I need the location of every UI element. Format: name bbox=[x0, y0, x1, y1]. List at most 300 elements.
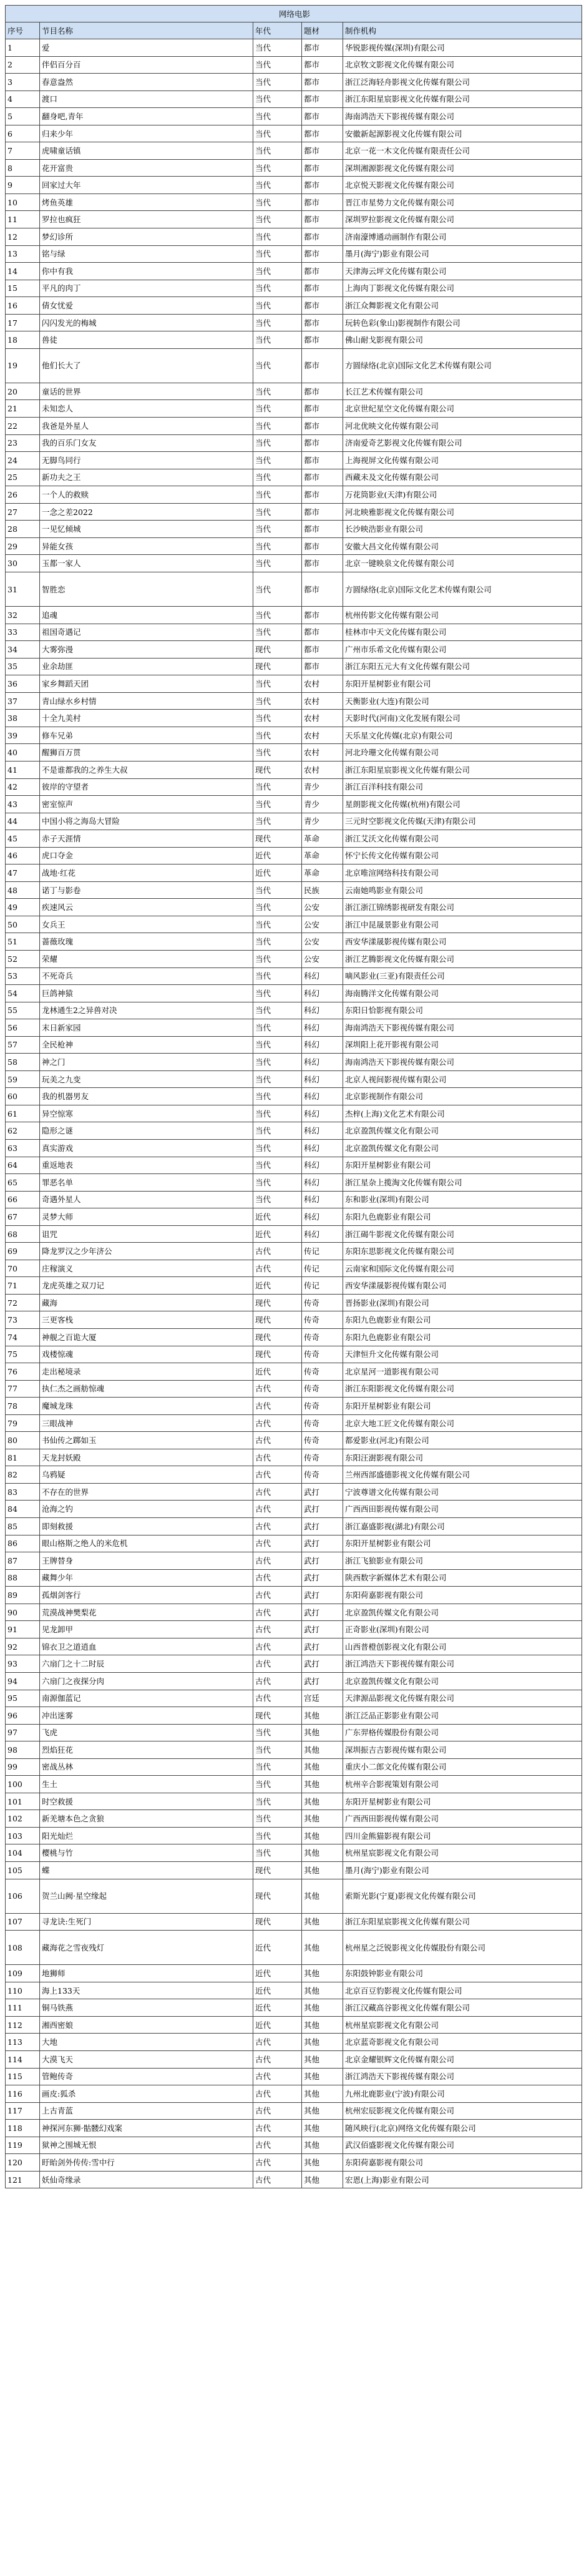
table-row bbox=[6, 1002, 582, 1019]
row-producer: 北京星河一道影视有限公司 bbox=[343, 1363, 582, 1381]
row-index: 99 bbox=[6, 1758, 40, 1776]
row-title: 神舰之百诡大厦 bbox=[40, 1329, 253, 1346]
row-era: 当代 bbox=[253, 1088, 302, 1105]
row-index: 27 bbox=[6, 503, 40, 521]
row-era: 现代 bbox=[253, 1346, 302, 1363]
table-row bbox=[6, 1294, 582, 1311]
table-row bbox=[6, 314, 582, 331]
row-title: 梦幻诊所 bbox=[40, 228, 253, 246]
row-era: 古代 bbox=[253, 1260, 302, 1277]
row-index: 19 bbox=[6, 348, 40, 383]
row-genre: 武打 bbox=[302, 1587, 343, 1604]
row-era: 近代 bbox=[253, 2016, 302, 2034]
row-title: 我爸是外星人 bbox=[40, 418, 253, 435]
row-producer: 桂林市中天文化传媒有限公司 bbox=[343, 624, 582, 641]
table-row bbox=[6, 1621, 582, 1638]
row-genre: 武打 bbox=[302, 1518, 343, 1535]
row-title: 罗拉也疯狂 bbox=[40, 211, 253, 228]
row-genre: 武打 bbox=[302, 1569, 343, 1587]
table-row bbox=[6, 1518, 582, 1535]
row-era: 古代 bbox=[253, 1552, 302, 1570]
row-index: 46 bbox=[6, 847, 40, 864]
row-genre: 其他 bbox=[302, 1965, 343, 1982]
row-index: 82 bbox=[6, 1466, 40, 1484]
row-genre: 青少 bbox=[302, 813, 343, 830]
row-index: 17 bbox=[6, 314, 40, 331]
row-era: 当代 bbox=[253, 813, 302, 830]
header-index: 序号 bbox=[6, 22, 40, 39]
row-genre: 科幻 bbox=[302, 1157, 343, 1174]
row-index: 69 bbox=[6, 1243, 40, 1260]
row-genre: 其他 bbox=[302, 1793, 343, 1810]
table-row bbox=[6, 2016, 582, 2034]
row-title: 重返地表 bbox=[40, 1157, 253, 1174]
row-genre: 都市 bbox=[302, 486, 343, 504]
table-row bbox=[6, 796, 582, 813]
table-row bbox=[6, 1346, 582, 1363]
row-title: 狱神之围城无恨 bbox=[40, 2137, 253, 2154]
row-producer: 东和影业(深圳)有限公司 bbox=[343, 1191, 582, 1208]
row-index: 67 bbox=[6, 1208, 40, 1226]
row-producer: 杭州传影文化传媒有限公司 bbox=[343, 607, 582, 624]
row-title: 藏海花之雪夜残灯 bbox=[40, 1931, 253, 1965]
row-title: 画皮:狐杀 bbox=[40, 2085, 253, 2103]
row-title: 虎口夺金 bbox=[40, 847, 253, 864]
row-title: 业余劫匪 bbox=[40, 658, 253, 675]
row-index: 98 bbox=[6, 1741, 40, 1759]
row-index: 84 bbox=[6, 1501, 40, 1518]
row-genre: 武打 bbox=[302, 1638, 343, 1655]
row-genre: 科幻 bbox=[302, 1002, 343, 1019]
row-title: 彼岸的守望者 bbox=[40, 778, 253, 796]
row-title: 王牌替身 bbox=[40, 1552, 253, 1570]
row-era: 近代 bbox=[253, 847, 302, 864]
table-row bbox=[6, 864, 582, 882]
row-genre: 科幻 bbox=[302, 1088, 343, 1105]
row-producer: 九州北鹿影业(宁波)有限公司 bbox=[343, 2085, 582, 2103]
row-index: 3 bbox=[6, 74, 40, 91]
row-genre: 都市 bbox=[302, 641, 343, 659]
row-era: 古代 bbox=[253, 1569, 302, 1587]
row-title: 大漠飞天 bbox=[40, 2050, 253, 2068]
row-title: 玉都一家人 bbox=[40, 555, 253, 572]
table-title-row bbox=[6, 6, 582, 22]
row-genre: 科幻 bbox=[302, 1070, 343, 1088]
row-era: 古代 bbox=[253, 2068, 302, 2085]
row-genre: 农村 bbox=[302, 727, 343, 744]
row-genre: 其他 bbox=[302, 1827, 343, 1844]
row-title: 冲出迷雾 bbox=[40, 1707, 253, 1725]
row-genre: 其他 bbox=[302, 1810, 343, 1828]
row-title: 乌鸦疑 bbox=[40, 1466, 253, 1484]
row-genre: 都市 bbox=[302, 658, 343, 675]
row-index: 21 bbox=[6, 400, 40, 418]
table-row bbox=[6, 2154, 582, 2172]
row-title: 魔城龙珠 bbox=[40, 1398, 253, 1415]
row-producer: 河北优映文化传媒有限公司 bbox=[343, 418, 582, 435]
table-row bbox=[6, 245, 582, 263]
row-era: 近代 bbox=[253, 1931, 302, 1965]
row-title: 寻龙诀:生死门 bbox=[40, 1913, 253, 1931]
row-era: 古代 bbox=[253, 1501, 302, 1518]
table-row bbox=[6, 108, 582, 125]
row-index: 51 bbox=[6, 933, 40, 951]
row-index: 85 bbox=[6, 1518, 40, 1535]
table-header-row bbox=[6, 22, 582, 39]
row-title: 不死奇兵 bbox=[40, 967, 253, 985]
row-index: 8 bbox=[6, 159, 40, 177]
row-title: 上古青蓝 bbox=[40, 2102, 253, 2120]
row-index: 79 bbox=[6, 1414, 40, 1432]
table-row bbox=[6, 658, 582, 675]
row-title: 巨鸽神猿 bbox=[40, 985, 253, 1002]
row-index: 18 bbox=[6, 331, 40, 349]
row-genre: 青少 bbox=[302, 796, 343, 813]
row-era: 古代 bbox=[253, 2171, 302, 2188]
row-era: 近代 bbox=[253, 1225, 302, 1243]
row-era: 现代 bbox=[253, 1861, 302, 1879]
row-producer: 山西普橙创影视文化有限公司 bbox=[343, 1638, 582, 1655]
table-row bbox=[6, 641, 582, 659]
row-genre: 革命 bbox=[302, 864, 343, 882]
table-title: 网络电影 bbox=[6, 6, 582, 22]
row-title: 未知恋人 bbox=[40, 400, 253, 418]
row-title: 降龙罗汉之少年济公 bbox=[40, 1243, 253, 1260]
table-row bbox=[6, 2085, 582, 2103]
row-era: 古代 bbox=[253, 1604, 302, 1621]
row-genre: 民族 bbox=[302, 881, 343, 899]
table-row bbox=[6, 452, 582, 469]
row-genre: 都市 bbox=[302, 297, 343, 315]
row-title: 奇遇外星人 bbox=[40, 1191, 253, 1208]
row-genre: 都市 bbox=[302, 159, 343, 177]
table-row bbox=[6, 434, 582, 452]
row-index: 43 bbox=[6, 796, 40, 813]
row-genre: 其他 bbox=[302, 2034, 343, 2051]
table-row bbox=[6, 1054, 582, 1071]
row-producer: 重庆小二郎文化传媒有限公司 bbox=[343, 1758, 582, 1776]
row-index: 37 bbox=[6, 692, 40, 710]
row-producer: 浙江中昆晟景影业有限公司 bbox=[343, 916, 582, 933]
row-era: 近代 bbox=[253, 864, 302, 882]
row-genre: 传记 bbox=[302, 1243, 343, 1260]
table-row bbox=[6, 469, 582, 486]
table-row bbox=[6, 761, 582, 778]
row-producer: 东阳汪澍影视有限公司 bbox=[343, 1449, 582, 1466]
row-era: 当代 bbox=[253, 400, 302, 418]
row-title: 你中有我 bbox=[40, 263, 253, 280]
row-index: 63 bbox=[6, 1140, 40, 1157]
row-genre: 传奇 bbox=[302, 1363, 343, 1381]
row-index: 94 bbox=[6, 1672, 40, 1690]
table-row bbox=[6, 2137, 582, 2154]
row-genre: 传奇 bbox=[302, 1346, 343, 1363]
table-row bbox=[6, 521, 582, 538]
row-era: 当代 bbox=[253, 211, 302, 228]
row-producer: 东阳日恰影视有限公司 bbox=[343, 1002, 582, 1019]
table-row bbox=[6, 1724, 582, 1741]
row-producer: 浙江东阳五元大有文化传媒有限公司 bbox=[343, 658, 582, 675]
row-title: 时空救援 bbox=[40, 1793, 253, 1810]
row-era: 当代 bbox=[253, 624, 302, 641]
row-producer: 杭州辛合影视策划有限公司 bbox=[343, 1776, 582, 1793]
row-era: 当代 bbox=[253, 744, 302, 762]
table-row bbox=[6, 692, 582, 710]
row-index: 71 bbox=[6, 1277, 40, 1295]
row-era: 当代 bbox=[253, 899, 302, 916]
row-genre: 都市 bbox=[302, 383, 343, 400]
table-row bbox=[6, 1707, 582, 1725]
row-title: 战地·红花 bbox=[40, 864, 253, 882]
table-row bbox=[6, 1690, 582, 1707]
row-genre: 其他 bbox=[302, 2137, 343, 2154]
row-title: 铭与绿 bbox=[40, 245, 253, 263]
row-index: 42 bbox=[6, 778, 40, 796]
row-index: 14 bbox=[6, 263, 40, 280]
row-index: 101 bbox=[6, 1793, 40, 1810]
row-index: 86 bbox=[6, 1535, 40, 1552]
row-producer: 浙江嘉盛影视(湖北)有限公司 bbox=[343, 1518, 582, 1535]
row-producer: 嘀风影业(三亚)有限责任公司 bbox=[343, 967, 582, 985]
row-producer: 北京一键映泉文化传媒有限公司 bbox=[343, 555, 582, 572]
row-producer: 北京盈凯传媒文化有限公司 bbox=[343, 1604, 582, 1621]
table-row bbox=[6, 1157, 582, 1174]
row-title: 神之门 bbox=[40, 1054, 253, 1071]
row-title: 诺丁与影卷 bbox=[40, 881, 253, 899]
table-row bbox=[6, 1311, 582, 1329]
row-genre: 科幻 bbox=[302, 1105, 343, 1122]
row-era: 当代 bbox=[253, 331, 302, 349]
row-genre: 农村 bbox=[302, 761, 343, 778]
row-genre: 都市 bbox=[302, 314, 343, 331]
table-row bbox=[6, 1776, 582, 1793]
row-genre: 武打 bbox=[302, 1501, 343, 1518]
row-genre: 青少 bbox=[302, 778, 343, 796]
row-era: 当代 bbox=[253, 916, 302, 933]
row-genre: 其他 bbox=[302, 1776, 343, 1793]
row-producer: 浙江艺腾影视文化传媒有限公司 bbox=[343, 950, 582, 967]
row-genre: 科幻 bbox=[302, 1054, 343, 1071]
row-index: 15 bbox=[6, 280, 40, 297]
row-genre: 传奇 bbox=[302, 1311, 343, 1329]
row-producer: 海南腾洋文化传媒有限公司 bbox=[343, 985, 582, 1002]
table-row bbox=[6, 778, 582, 796]
row-title: 孤烟剑客行 bbox=[40, 1587, 253, 1604]
row-era: 当代 bbox=[253, 1844, 302, 1862]
row-genre: 都市 bbox=[302, 624, 343, 641]
row-era: 古代 bbox=[253, 1432, 302, 1449]
table-row bbox=[6, 2068, 582, 2085]
row-producer: 河北映雅影视文化传媒有限公司 bbox=[343, 503, 582, 521]
table-row bbox=[6, 1982, 582, 1999]
row-genre: 其他 bbox=[302, 2068, 343, 2085]
row-era: 当代 bbox=[253, 177, 302, 194]
table-row bbox=[6, 503, 582, 521]
row-producer: 安徽新起源影视文化传媒有限公司 bbox=[343, 125, 582, 142]
row-era: 古代 bbox=[253, 1690, 302, 1707]
row-title: 阳光灿烂 bbox=[40, 1827, 253, 1844]
row-producer: 浙江东阳星宸影视文化传媒有限公司 bbox=[343, 1913, 582, 1931]
header-title: 节目名称 bbox=[40, 22, 253, 39]
row-title: 兽徒 bbox=[40, 331, 253, 349]
row-genre: 都市 bbox=[302, 469, 343, 486]
table-row bbox=[6, 418, 582, 435]
row-producer: 墨月(海宁)影业有限公司 bbox=[343, 1861, 582, 1879]
row-era: 古代 bbox=[253, 2085, 302, 2103]
row-title: 伴侣百分百 bbox=[40, 56, 253, 74]
row-genre: 都市 bbox=[302, 108, 343, 125]
row-index: 22 bbox=[6, 418, 40, 435]
row-title: 天龙封妖殿 bbox=[40, 1449, 253, 1466]
row-producer: 深圳罗拉影视文化传媒有限公司 bbox=[343, 211, 582, 228]
row-genre: 其他 bbox=[302, 1758, 343, 1776]
table-row bbox=[6, 830, 582, 848]
row-index: 55 bbox=[6, 1002, 40, 1019]
row-genre: 其他 bbox=[302, 1861, 343, 1879]
row-era: 古代 bbox=[253, 1518, 302, 1535]
row-genre: 都市 bbox=[302, 537, 343, 555]
row-index: 113 bbox=[6, 2034, 40, 2051]
row-title: 六扇门之夜探分肉 bbox=[40, 1672, 253, 1690]
row-era: 当代 bbox=[253, 193, 302, 211]
row-genre: 都市 bbox=[302, 177, 343, 194]
row-index: 93 bbox=[6, 1655, 40, 1673]
row-producer: 北京盈凯传媒文化有限公司 bbox=[343, 1122, 582, 1140]
row-title: 铜马铁燕 bbox=[40, 1999, 253, 2017]
row-era: 近代 bbox=[253, 1363, 302, 1381]
table-row bbox=[6, 331, 582, 349]
row-producer: 济南濠博通动画制作有限公司 bbox=[343, 228, 582, 246]
row-title: 灵梦大师 bbox=[40, 1208, 253, 1226]
table-row bbox=[6, 675, 582, 693]
row-producer: 东阳鼓钟影业有限公司 bbox=[343, 1965, 582, 1982]
row-producer: 海南鸿浩天下影视传媒有限公司 bbox=[343, 108, 582, 125]
table-row bbox=[6, 1449, 582, 1466]
row-genre: 传奇 bbox=[302, 1294, 343, 1311]
row-title: 见龙卸甲 bbox=[40, 1621, 253, 1638]
row-producer: 天影时代(河南)文化发展有限公司 bbox=[343, 710, 582, 727]
row-era: 当代 bbox=[253, 675, 302, 693]
row-genre: 科幻 bbox=[302, 1208, 343, 1226]
row-era: 当代 bbox=[253, 1070, 302, 1088]
row-index: 96 bbox=[6, 1707, 40, 1725]
row-title: 三眼战神 bbox=[40, 1414, 253, 1432]
row-index: 119 bbox=[6, 2137, 40, 2154]
row-producer: 杭州星宸影视文化有限公司 bbox=[343, 2016, 582, 2034]
table-row bbox=[6, 1965, 582, 1982]
row-era: 当代 bbox=[253, 967, 302, 985]
row-title: 荒漠战神樊梨花 bbox=[40, 1604, 253, 1621]
row-title: 樱桃与竹 bbox=[40, 1844, 253, 1862]
row-producer: 长沙映浩影业有限公司 bbox=[343, 521, 582, 538]
row-genre: 都市 bbox=[302, 555, 343, 572]
row-producer: 万花筒影业(天津)有限公司 bbox=[343, 486, 582, 504]
row-era: 当代 bbox=[253, 1105, 302, 1122]
table-row bbox=[6, 1243, 582, 1260]
row-index: 118 bbox=[6, 2120, 40, 2137]
row-producer: 长江艺术传媒有限公司 bbox=[343, 383, 582, 400]
row-genre: 都市 bbox=[302, 39, 343, 57]
row-title: 新羌塘本色之贪狼 bbox=[40, 1810, 253, 1828]
row-era: 当代 bbox=[253, 555, 302, 572]
row-era: 当代 bbox=[253, 1002, 302, 1019]
row-producer: 随风映行(北京)网络文化传媒有限公司 bbox=[343, 2120, 582, 2137]
row-producer: 杰梓(上海)文化艺术有限公司 bbox=[343, 1105, 582, 1122]
row-era: 当代 bbox=[253, 418, 302, 435]
row-era: 当代 bbox=[253, 56, 302, 74]
row-index: 10 bbox=[6, 193, 40, 211]
row-producer: 浙江泛海轻舟影视文化传媒有限公司 bbox=[343, 74, 582, 91]
row-index: 38 bbox=[6, 710, 40, 727]
row-producer: 正奇影业(深圳)有限公司 bbox=[343, 1621, 582, 1638]
table-row bbox=[6, 1208, 582, 1226]
row-genre: 其他 bbox=[302, 1913, 343, 1931]
row-era: 当代 bbox=[253, 245, 302, 263]
row-index: 47 bbox=[6, 864, 40, 882]
row-genre: 都市 bbox=[302, 91, 343, 108]
row-genre: 传记 bbox=[302, 1277, 343, 1295]
row-producer: 浙江东阳星宸影视文化传媒有限公司 bbox=[343, 91, 582, 108]
row-producer: 浙江东阳影视文化传媒有限公司 bbox=[343, 1380, 582, 1398]
row-title: 盱眙剑外传传:雪中行 bbox=[40, 2154, 253, 2172]
table-row bbox=[6, 744, 582, 762]
row-era: 古代 bbox=[253, 2102, 302, 2120]
row-index: 4 bbox=[6, 91, 40, 108]
row-genre: 都市 bbox=[302, 193, 343, 211]
film-list-table bbox=[5, 5, 582, 2188]
row-title: 智胜恋 bbox=[40, 572, 253, 606]
row-producer: 武汉佰盛影视文化传媒有限公司 bbox=[343, 2137, 582, 2154]
row-index: 12 bbox=[6, 228, 40, 246]
row-genre: 传奇 bbox=[302, 1398, 343, 1415]
table-row bbox=[6, 263, 582, 280]
row-index: 88 bbox=[6, 1569, 40, 1587]
table-row bbox=[6, 1741, 582, 1759]
row-era: 当代 bbox=[253, 1174, 302, 1192]
row-era: 当代 bbox=[253, 1810, 302, 1828]
row-producer: 浙江百洋科技有限公司 bbox=[343, 778, 582, 796]
row-index: 23 bbox=[6, 434, 40, 452]
row-genre: 其他 bbox=[302, 1982, 343, 1999]
row-title: 烤鱼英雄 bbox=[40, 193, 253, 211]
row-producer: 浙江飞狼影业有限公司 bbox=[343, 1552, 582, 1570]
row-producer: 墨月(海宁)影业有限公司 bbox=[343, 245, 582, 263]
table-row bbox=[6, 228, 582, 246]
row-title: 走出秘境录 bbox=[40, 1363, 253, 1381]
table-row bbox=[6, 91, 582, 108]
row-title: 密室惊声 bbox=[40, 796, 253, 813]
table-row bbox=[6, 1019, 582, 1037]
row-producer: 晋扬影业(深圳)有限公司 bbox=[343, 1294, 582, 1311]
row-index: 117 bbox=[6, 2102, 40, 2120]
row-producer: 河北玲珊文化传媒有限公司 bbox=[343, 744, 582, 762]
row-title: 藏舞少年 bbox=[40, 1569, 253, 1587]
row-title: 新功夫之王 bbox=[40, 469, 253, 486]
row-index: 110 bbox=[6, 1982, 40, 1999]
row-genre: 科幻 bbox=[302, 1225, 343, 1243]
row-era: 现代 bbox=[253, 830, 302, 848]
row-genre: 其他 bbox=[302, 2154, 343, 2172]
row-producer: 西安华漾晟影视传媒有限公司 bbox=[343, 933, 582, 951]
row-era: 当代 bbox=[253, 521, 302, 538]
row-index: 76 bbox=[6, 1363, 40, 1381]
row-title: 追魂 bbox=[40, 607, 253, 624]
table-row bbox=[6, 177, 582, 194]
row-index: 36 bbox=[6, 675, 40, 693]
table-row bbox=[6, 1501, 582, 1518]
row-title: 神探河东狮·骷髅幻戏案 bbox=[40, 2120, 253, 2137]
row-producer: 北京人视间影视传媒有限公司 bbox=[343, 1070, 582, 1088]
